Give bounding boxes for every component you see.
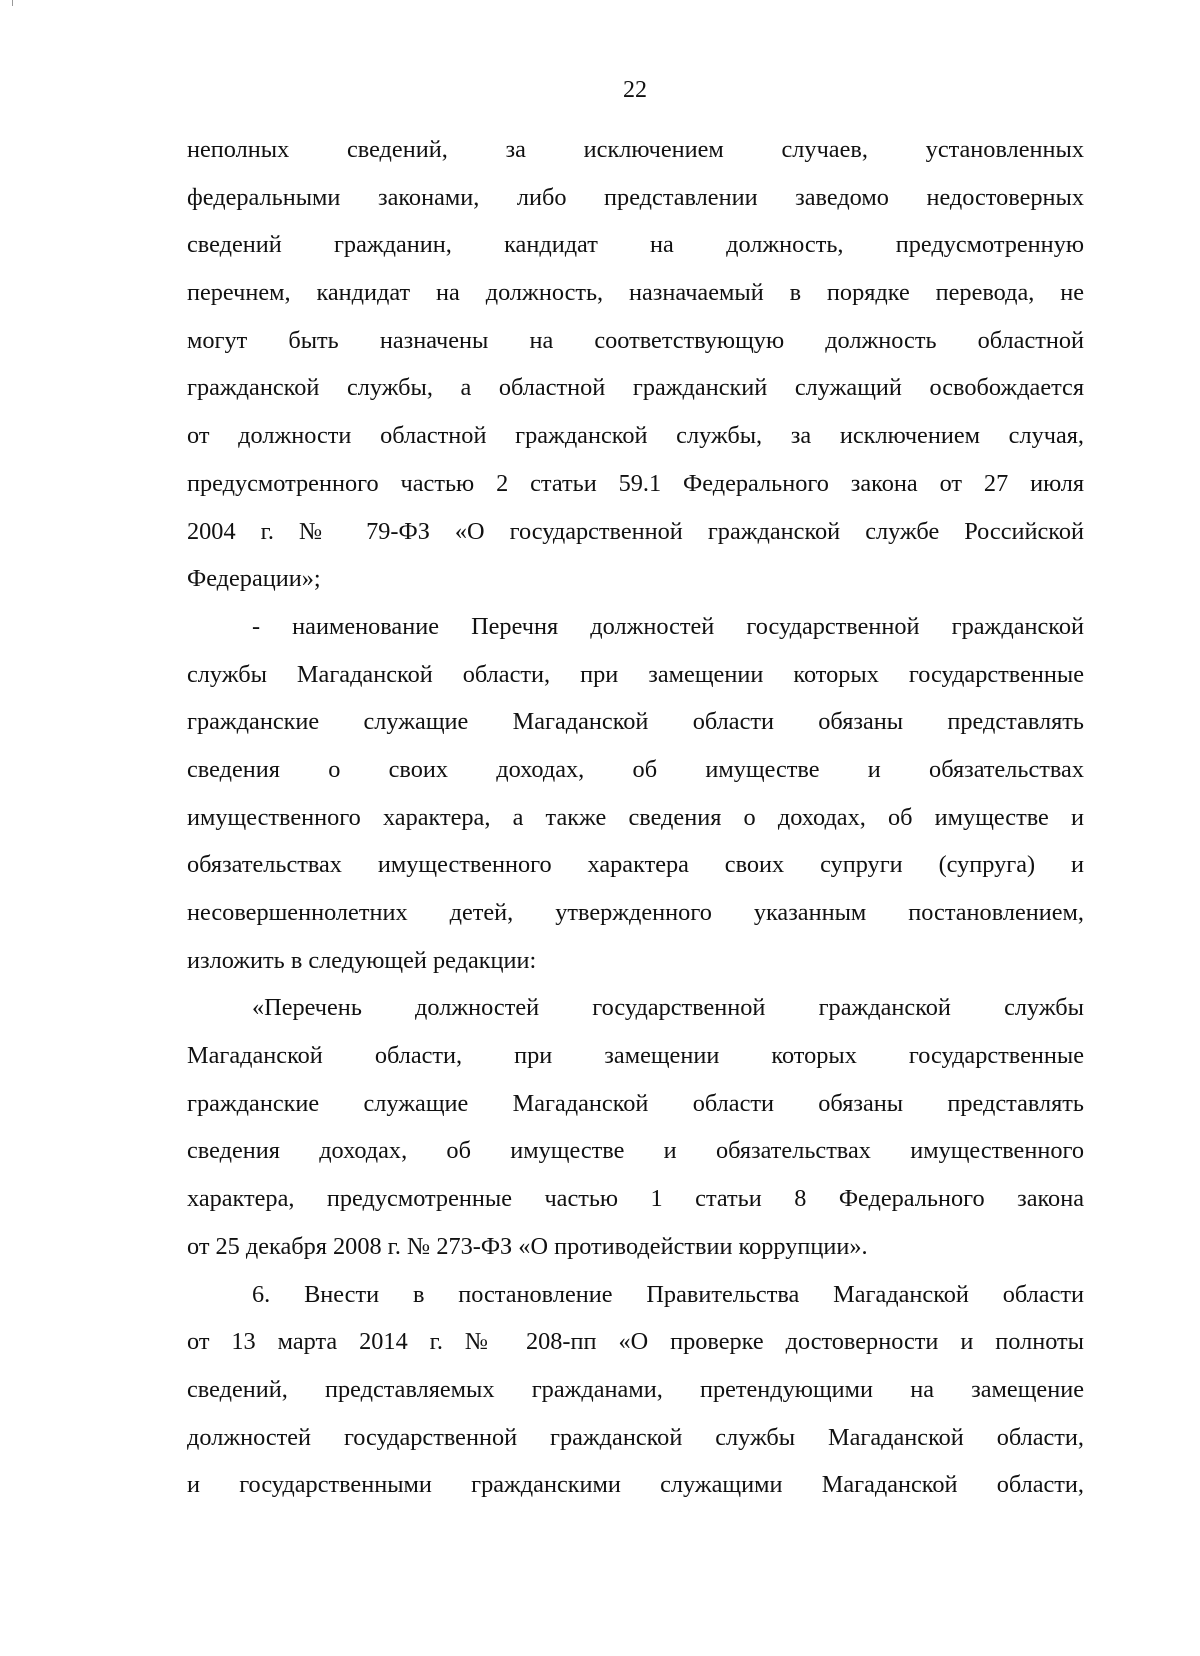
text-line: сведений, представляемых гражданами, претендующими на замещение xyxy=(187,1375,1084,1403)
text-line: и государственными гражданскими служащими Магаданской области, xyxy=(187,1471,1084,1499)
text-line: могут быть назначены на соответствующую должность областной xyxy=(187,326,1084,354)
text-line: гражданские служащие Магаданской области обязаны представлять xyxy=(187,708,1084,736)
text-line: сведений гражданин, кандидат на должность, предусмотренную xyxy=(187,231,1084,259)
text-line: 6. Внести в постановление Правительства Магаданской области xyxy=(252,1280,1084,1308)
text-line: несовершеннолетних детей, утвержденного указанным постановлением, xyxy=(187,899,1084,926)
page-number: 22 xyxy=(623,77,647,103)
paragraph-new-title xyxy=(187,984,1084,1270)
text-line: от 13 марта 2014 г. № 208-пп «О проверке достоверности и полноты xyxy=(187,1328,1084,1356)
text-line: гражданские служащие Магаданской области обязаны представлять xyxy=(187,1089,1084,1117)
text-line: от 25 декабря 2008 г. № 273-ФЗ «О противодействии коррупции». xyxy=(187,1232,868,1260)
paragraph-list-naming xyxy=(187,603,1084,985)
text-line: 2004 г. № 79-ФЗ «О государственной гражданской службе Российской xyxy=(187,517,1084,545)
text-line: - наименование Перечня должностей государственной гражданской xyxy=(252,612,1084,640)
text-line: характера, предусмотренные частью 1 статьи 8 Федерального закона xyxy=(187,1185,1084,1213)
paragraph-continuation xyxy=(187,126,1084,603)
text-line: службы Магаданской области, при замещении которых государственные xyxy=(187,660,1084,688)
text-line: сведения доходах, об имуществе и обязательствах имущественного xyxy=(187,1137,1084,1165)
document-body xyxy=(187,126,1084,1509)
text-line: изложить в следующей редакции: xyxy=(187,946,537,974)
text-line: федеральными законами, либо представлении заведомо недостоверных xyxy=(187,183,1084,211)
text-line: перечнем, кандидат на должность, назначаемый в порядке перевода, не xyxy=(187,279,1084,307)
text-line: гражданской службы, а областной гражданский служащий освобождается xyxy=(187,374,1084,402)
text-line: должностей государственной гражданской службы Магаданской области, xyxy=(187,1423,1084,1451)
text-line: Магаданской области, при замещении которых государственные xyxy=(187,1042,1084,1070)
text-line: имущественного характера, а также сведения о доходах, об имуществе и xyxy=(187,803,1084,831)
text-line: предусмотренного частью 2 статьи 59.1 Федерального закона от 27 июля xyxy=(187,469,1084,497)
text-line: сведения о своих доходах, об имуществе и обязательствах xyxy=(187,755,1084,783)
text-line: неполных сведений, за исключением случаев, установленных xyxy=(187,136,1084,163)
text-line: от должности областной гражданской службы, за исключением случая, xyxy=(187,422,1084,450)
text-line: обязательствах имущественного характера своих супруги (супруга) и xyxy=(187,851,1084,879)
scan-artifact xyxy=(12,0,13,6)
text-line: Федерации»; xyxy=(187,565,321,593)
paragraph-item-6 xyxy=(187,1271,1084,1509)
text-line: «Перечень должностей государственной гражданской службы xyxy=(252,994,1084,1022)
